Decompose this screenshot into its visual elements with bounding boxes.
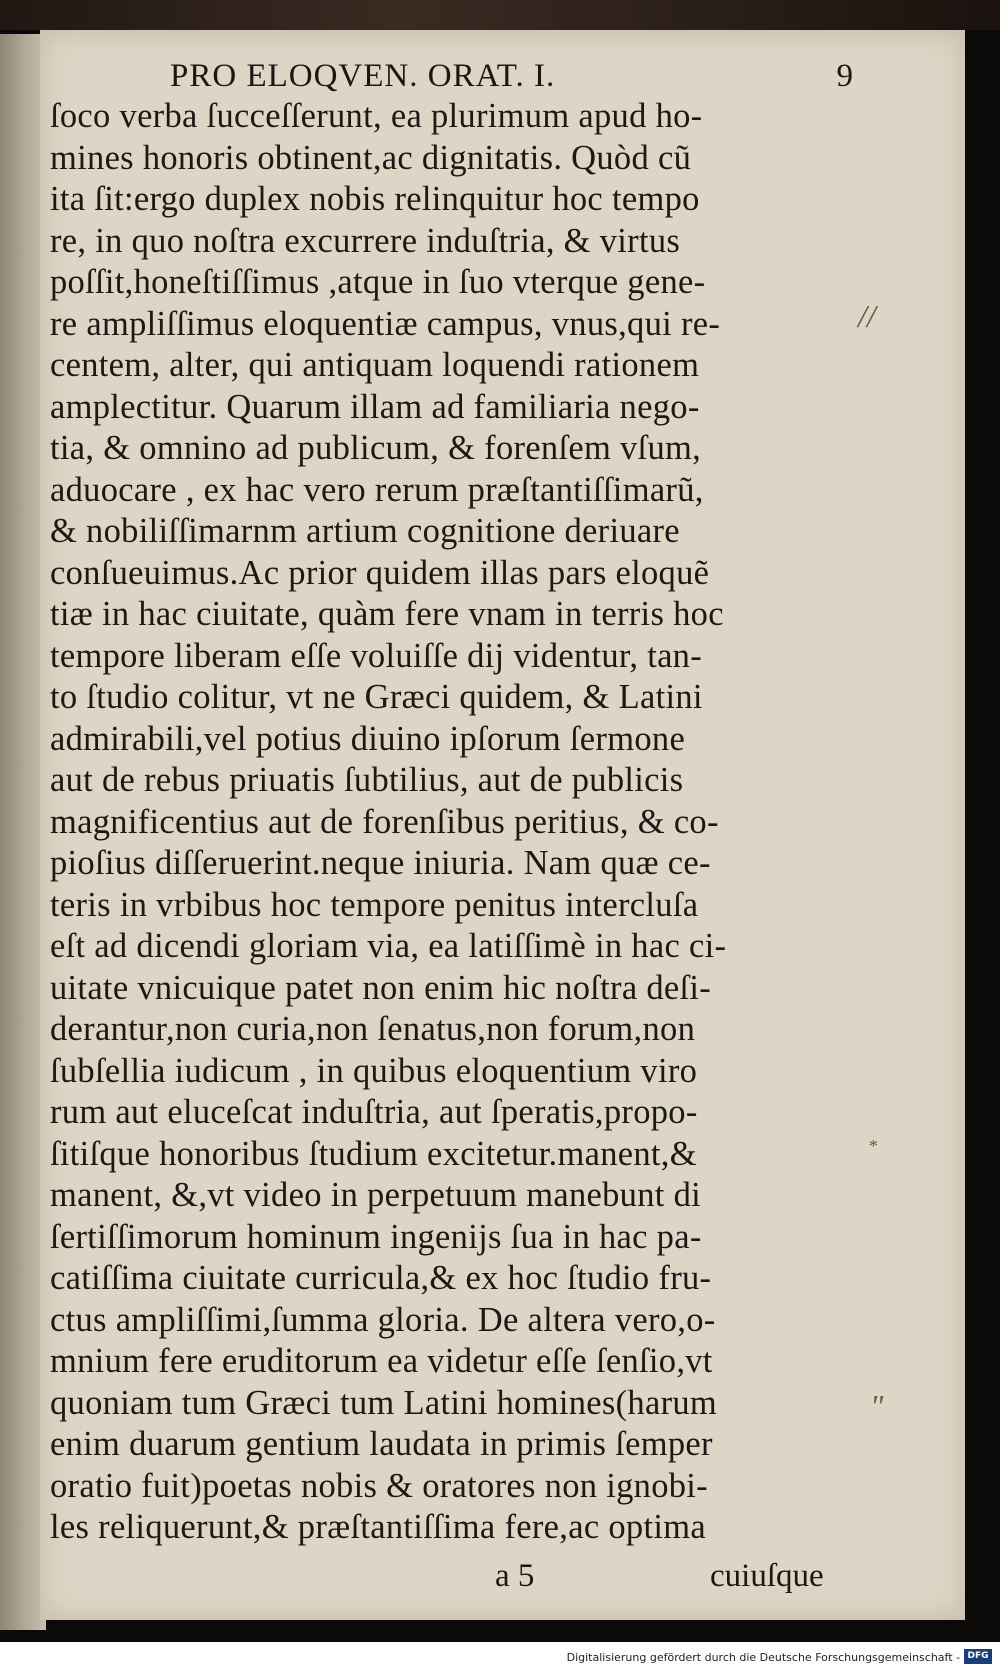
- text-line: ita ſit:ergo duplex nobis relinquitur hoc tempo: [50, 180, 700, 218]
- book-edge-top: [0, 0, 1000, 34]
- margin-mark: //: [858, 298, 876, 334]
- text-line: poſſit,honeſtiſſimus ,atque in ſuo vterque gene-: [50, 263, 706, 301]
- body-text: [50, 96, 860, 1549]
- text-line: aut de rebus priuatis ſubtilius, aut de publicis: [50, 761, 684, 799]
- text-line: ſoco verba ſucceſſerunt, ea plurimum apud ho-: [50, 97, 703, 135]
- footer-credit: Digitalisierung gefördert durch die Deutsche Forschungsgemeinschaft -: [566, 1651, 960, 1664]
- text-line: tiæ in hac ciuitate, quàm fere vnam in terris hoc: [50, 595, 724, 633]
- text-line: rum aut eluceſcat induſtria, aut ſperatis,propo-: [50, 1093, 698, 1131]
- text-line: centem, alter, qui antiquam loquendi rationem: [50, 346, 700, 384]
- text-line: re, in quo noſtra excurrere induſtria, & virtus: [50, 221, 681, 260]
- text-line: oratio fuit)poetas nobis & oratores non ignobi-: [50, 1466, 708, 1505]
- text-line: teris in vrbibus hoc tempore penitus intercluſa: [50, 885, 699, 924]
- text-line: ſubſellia iudicum , in quibus eloquentium viro: [50, 1051, 698, 1090]
- page-number: 9: [836, 58, 854, 94]
- text-line: conſueuimus.Ac prior quidem illas pars eloquẽ: [50, 553, 710, 592]
- running-header: [170, 58, 854, 95]
- text-line: ſitiſque honoribus ſtudium excitetur.manent,&: [50, 1134, 697, 1173]
- text-line: aduocare , ex hac vero rerum præſtantiſſimarũ,: [50, 470, 704, 509]
- text-line: enim duarum gentium laudata in primis ſemper: [50, 1425, 713, 1463]
- text-line: magnificentius aut de forenſibus peritius, & co-: [50, 802, 719, 841]
- text-line: amplectitur. Quarum illam ad familiaria nego-: [50, 387, 700, 426]
- text-line: re ampliſſimus eloquentiæ campus, vnus,qui re-: [50, 304, 721, 343]
- margin-mark: ": [870, 1388, 884, 1424]
- text-line: tia, & omnino ad publicum, & forenſem vſum,: [50, 429, 702, 467]
- text-line: to ſtudio colitur, vt ne Græci quidem, & Latini: [50, 678, 703, 716]
- text-line: tempore liberam eſſe voluiſſe dij videntur, tan-: [50, 636, 703, 675]
- text-line: ctus ampliſſimi,ſumma gloria. De altera vero,o-: [50, 1300, 716, 1339]
- text-line: eſt ad dicendi gloriam via, ea latiſſimè in hac ci-: [50, 927, 727, 965]
- text-line: manent, &,vt video in perpetuum manebunt di: [50, 1176, 702, 1214]
- footer-bar: [0, 1642, 1000, 1674]
- text-line: derantur,non curia,non ſenatus,non forum,non: [50, 1010, 696, 1048]
- catchword: cuiuſque: [710, 1558, 824, 1594]
- text-line: uitate vnicuique patet non enim hic noſtra deſi-: [50, 968, 712, 1007]
- text-line: pioſius diſſeruerint.neque iniuria. Nam quæ ce-: [50, 844, 711, 882]
- text-line: mnium fere eruditorum ea videtur eſſe ſenſio,vt: [50, 1342, 713, 1380]
- text-line: & nobiliſſimarnm artium cognitione deriuare: [50, 512, 680, 550]
- dfg-logo: DFG: [964, 1649, 992, 1664]
- text-line: les reliquerunt,& præſtantiſſima fere,ac optima: [50, 1508, 706, 1546]
- signature-mark: a 5: [495, 1558, 535, 1594]
- text-line: mines honoris obtinent,ac dignitatis. Quòd cũ: [50, 138, 692, 177]
- text-line: ſertiſſimorum hominum ingenijs ſua in hac pa-: [50, 1217, 702, 1256]
- text-line: admirabili,vel potius diuino ipſorum ſermone: [50, 719, 686, 758]
- running-title: PRO ELOQVEN. ORAT. I.: [170, 58, 556, 94]
- text-line: quoniam tum Græci tum Latini homines(harum: [50, 1383, 718, 1422]
- text-line: catiſſima ciuitate curricula,& ex hoc ſtudio fru-: [50, 1259, 712, 1297]
- margin-mark: *: [868, 1136, 877, 1156]
